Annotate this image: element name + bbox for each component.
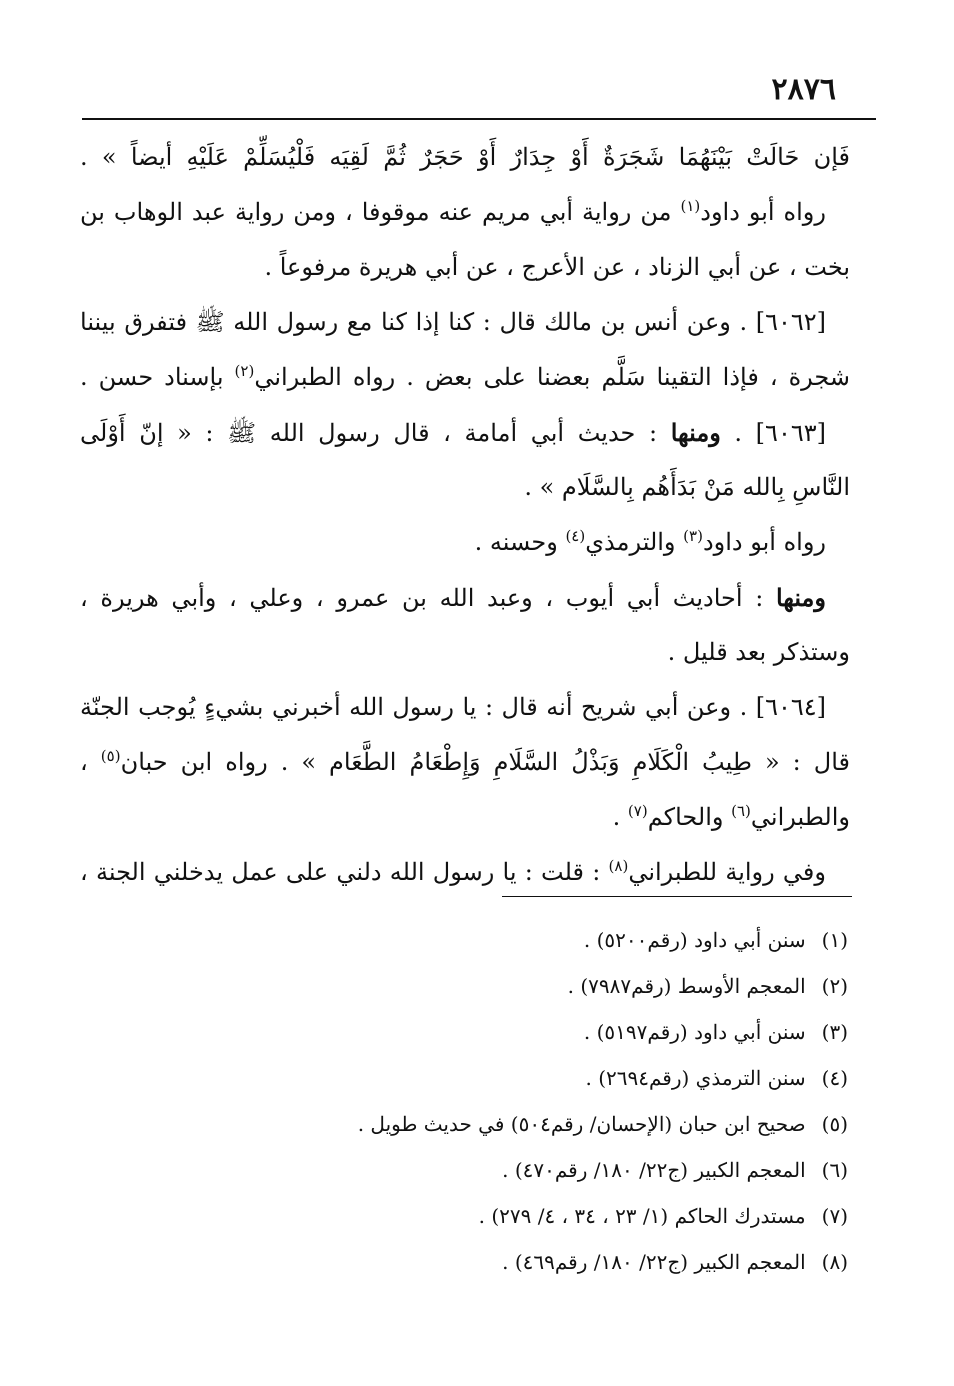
text-line-8: رواه أبو داود$^{(٣)}$ والترمذي$^{(٤)}$ وحسنه . bbox=[474, 527, 826, 556]
footnotes bbox=[148, 917, 848, 1285]
footnote-ref-4[interactable]: (٤) bbox=[565, 527, 586, 545]
footnote-separator bbox=[502, 896, 852, 897]
footnote-4: (٤) سنن الترمذي (رقم٢٦٩٤) . bbox=[585, 1066, 848, 1090]
text-line-13: والطبراني$^{(٦)}$ والحاكم$^{(٧)}$ . bbox=[612, 802, 850, 831]
footnote-7: (٧) مستدرك الحاكم (١/ ٢٣ ، ٣٤ ، ٤/ ٢٧٩) . bbox=[478, 1204, 848, 1228]
main-text bbox=[80, 130, 850, 900]
text-line-14: وفي رواية للطبراني$^{(٨)}$ : قلت : يا رسول الله دلني على عمل يدخلني الجنة ، bbox=[80, 857, 826, 886]
footnote-ref-6[interactable]: (٦) bbox=[731, 802, 751, 820]
text-line-5: شجرة ، فإذا التقينا سَلَّم بعضنا على بعض . رواه الطبراني$^{(٢)}$ بإسناد حسن . bbox=[80, 362, 850, 391]
header-rule bbox=[82, 118, 876, 120]
footnote-ref-7[interactable]: (٧) bbox=[627, 802, 648, 820]
text-line-12: قال : « طِيبُ الْكَلَامِ وَبَذْلُ السَّلَامِ وَإِطْعَامُ الطَّعَام » . رواه ابن حبان$^{(٥)}$ ، bbox=[80, 747, 850, 776]
footnote-5: (٥) صحيح ابن حبان (الإحسان/ رقم٥٠٤) في حديث طويل . bbox=[357, 1112, 848, 1136]
footnote-8: (٨) المعجم الكبير (ج٢٢/ ١٨٠/ رقم٤٦٩) . bbox=[502, 1250, 848, 1274]
text-line-6: [٦٠٦٣] . ومنها : حديث أبي أمامة ، قال رسول الله ﷺ : « إنّ أَوْلَى bbox=[80, 418, 826, 447]
page-number: ٢٨٧٦ bbox=[771, 72, 836, 107]
text-line-10: وستذكر بعد قليل . bbox=[667, 638, 850, 666]
text-line-7: النَّاسِ بِالله مَنْ بَدَأَهُم بِالسَّلَام » . bbox=[524, 473, 850, 501]
keyword-minha-2: ومنها bbox=[775, 583, 826, 612]
footnote-3: (٣) سنن أبي داود (رقم٥١٩٧) . bbox=[583, 1020, 848, 1044]
footnote-ref-8[interactable]: (٨) bbox=[608, 857, 629, 875]
footnote-2: (٢) المعجم الأوسط (رقم٧٩٨٧) . bbox=[567, 974, 848, 998]
text-line-2: رواه أبو داود$^{(١)}$ من رواية أبي مريم عنه موقوفا ، ومن رواية عبد الوهاب بن bbox=[80, 197, 826, 226]
footnote-6: (٦) المعجم الكبير (ج٢٢/ ١٨٠/ رقم٤٧٠) . bbox=[502, 1158, 848, 1182]
footnote-ref-2[interactable]: (٢) bbox=[234, 362, 255, 380]
footnote-ref-5[interactable]: (٥) bbox=[100, 747, 121, 765]
text-line-1: فَإن حَالَتْ بَيْنَهُمَا شَجَرَةٌ أَوْ جِدَارٌ أَوْ حَجَرٌ ثُمَّ لَقِيَه فَلْيُسَلِّمْ عَلَيْهِ أيضاً » . bbox=[80, 143, 850, 171]
footnote-ref-1[interactable]: (١) bbox=[680, 197, 701, 215]
keyword-minha: ومنها bbox=[670, 418, 721, 447]
footnote-ref-3[interactable]: (٣) bbox=[683, 527, 703, 545]
footnote-1: (١) سنن أبي داود (رقم٥٢٠٠) . bbox=[583, 928, 848, 952]
text-line-4: [٦٠٦٢] . وعن أنس بن مالك قال : كنا إذا كنا مع رسول الله ﷺ فتفرق بيننا bbox=[80, 308, 826, 336]
text-line-3: بخت ، عن أبي الزناد ، عن الأعرج ، عن أبي هريرة مرفوعاً . bbox=[264, 253, 850, 281]
text-line-9: ومنها : أحاديث أبي أيوب ، وعبد الله بن عمرو ، وعلي ، وأبي هريرة ، bbox=[80, 583, 826, 612]
text-line-11: [٦٠٦٤] . وعن أبي شريح أنه قال : يا رسول الله أخبرني بشيءٍ يُوجب الجنّة bbox=[80, 693, 826, 721]
